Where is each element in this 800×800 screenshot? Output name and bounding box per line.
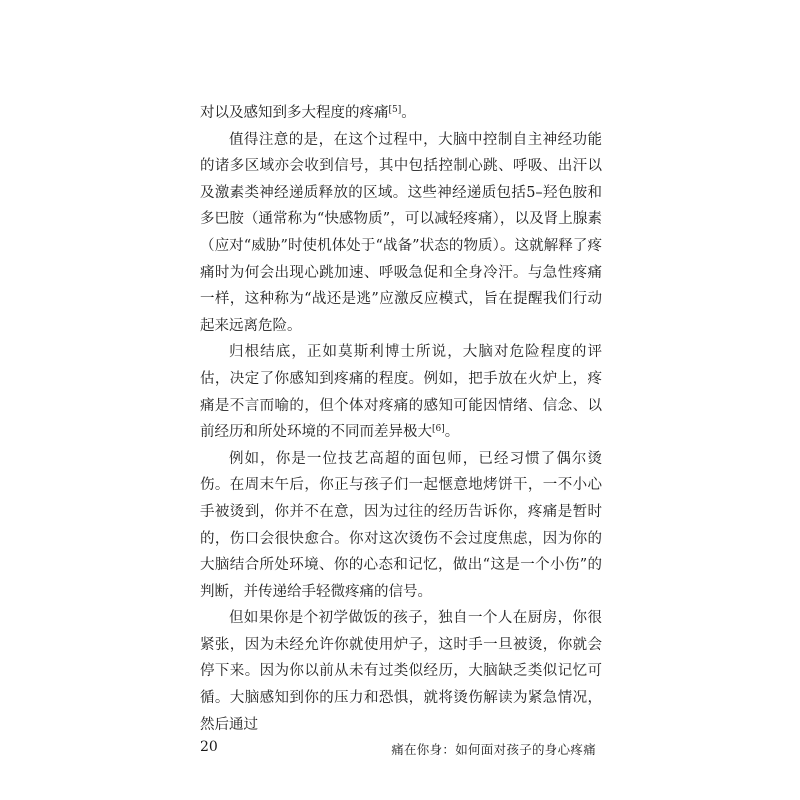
paragraph-1-text: 对以及感知到多大程度的疼痛 — [200, 105, 389, 121]
paragraph-3-tail: 。 — [444, 424, 460, 441]
citation-5: [5] — [388, 105, 402, 115]
paragraph-4: 例如，你是一位技艺高超的面包师，已经习惯了偶尔烫伤。在周末午后，你正与孩子们一起惬意地烤饼干，一不小心手被烫到，你并不在意，因为过往的经历告诉你，疼痛是暂时的，伤口会很快愈合。你对这次烫伤不会过度焦虑，因为你的大脑结合所处环境、你的心态和记忆，做出“这是一个小伤”的判断，并传递给手轻微疼痛的信号。 — [200, 450, 602, 600]
paragraph-2: 值得注意的是，在这个过程中，大脑中控制自主神经功能的诸多区域亦会收到信号，其中包括控制心跳、呼吸、出汗以及激素类神经递质释放的区域。这些神经递质包括5–羟色胺和多巴胺（通常称为“快感物质”，可以减轻疼痛），以及肾上腺素（应对“威胁”时使机体处于“战备”状态的物质）。这就解释了疼痛时为何会出现心跳加速、呼吸急促和全身冷汗。与急性疼痛一样，这种称为“战还是逃”应激反应模式，旨在提醒我们行动起来远离危险。 — [200, 131, 602, 334]
paragraph-3 — [200, 339, 602, 445]
body-text — [200, 100, 602, 738]
citation-6: [6] — [432, 424, 445, 435]
page-number: 20 — [200, 739, 218, 755]
paragraph-3-text: 归根结底，正如莫斯利博士所说，大脑对危险程度的评估，决定了你感知到疼痛的程度。例如，把手放在火炉上，疼痛是不言而喻的，但个体对疼痛的感知可能因情绪、信念、以前经历和所处环境的不同而差异极大 — [200, 344, 602, 441]
paragraph-5: 但如果你是个初学做饭的孩子，独自一个人在厨房，你很紧张，因为未经允许你就使用炉子，这时手一旦被烫，你就会停下来。因为你以前从未有过类似经历，大脑缺乏类似记忆可循。大脑感知到你的压力和恐惧，就将烫伤解读为紧急情况，然后通过 — [200, 610, 602, 733]
paragraph-1-tail: 。 — [401, 105, 416, 121]
paragraph-1 — [200, 100, 602, 127]
page-footer — [200, 739, 602, 759]
running-title: 痛在你身：如何面对孩子的身心疼痛 — [391, 742, 596, 757]
